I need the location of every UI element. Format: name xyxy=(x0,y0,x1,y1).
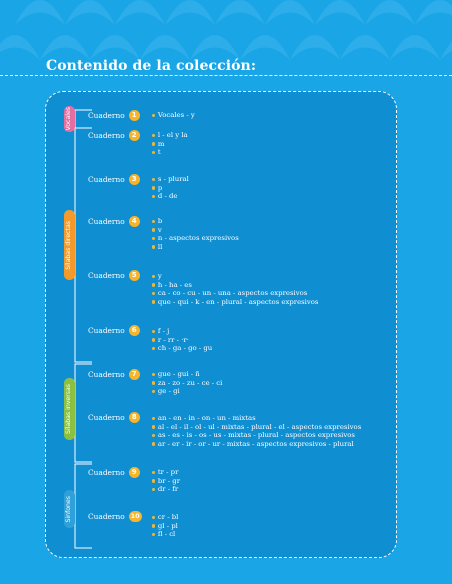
notebook-label: Cuaderno xyxy=(88,369,125,379)
bullet-dot xyxy=(152,330,155,333)
notebook-number-badge: 4 xyxy=(129,216,140,227)
notebook-label: Cuaderno xyxy=(88,412,125,422)
list-item: br - gr xyxy=(152,477,180,486)
bullet-dot xyxy=(152,245,155,248)
list-item: s - plural xyxy=(152,175,189,184)
notebook-8-items xyxy=(152,414,361,448)
list-item: za - zo - zu - ce - ci xyxy=(152,379,222,388)
list-item: ca - co - cu - un - una - aspectos expresivos xyxy=(152,289,318,298)
bullet-dot xyxy=(152,292,155,295)
section-tab-sinfones xyxy=(64,490,75,528)
notebook-number-badge: 10 xyxy=(130,512,140,520)
list-item: m xyxy=(152,140,188,149)
bullet-dot xyxy=(152,142,155,145)
notebook-number-badge: 3 xyxy=(129,174,140,185)
notebook-10-heading xyxy=(88,511,142,522)
list-item: y xyxy=(152,272,318,281)
section-label: Sinfones xyxy=(65,495,73,523)
list-item: ge - gi xyxy=(152,387,222,396)
notebook-label: Cuaderno xyxy=(88,511,125,521)
notebook-3-items xyxy=(152,175,189,201)
bullet-dot xyxy=(152,300,155,303)
bullet-dot xyxy=(152,283,155,286)
list-item: b xyxy=(152,217,239,226)
bullet-dot xyxy=(152,488,155,491)
notebook-label: Cuaderno xyxy=(88,467,125,477)
list-item: ll xyxy=(152,243,239,252)
section-tab-vocales xyxy=(64,106,75,132)
notebook-10-items xyxy=(152,513,178,539)
list-item: as - es - is - os - us - mixtas - plural - aspectos expresivos xyxy=(152,431,361,440)
notebook-5-items xyxy=(152,272,318,306)
bullet-dot xyxy=(152,479,155,482)
bullet-dot xyxy=(152,134,155,137)
list-item: t xyxy=(152,148,188,157)
notebook-label: Cuaderno xyxy=(88,216,125,226)
section-tab-silabas-inversas xyxy=(64,378,75,440)
bullet-dot xyxy=(152,390,155,393)
list-item: l - el y la xyxy=(152,131,188,140)
bullet-dot xyxy=(152,347,155,350)
notebook-4-heading xyxy=(88,216,140,227)
notebook-2-items xyxy=(152,131,188,157)
notebook-1-heading xyxy=(88,110,140,121)
list-item: gl - pl xyxy=(152,522,178,531)
bullet-dot xyxy=(152,434,155,437)
notebook-7-heading xyxy=(88,369,140,380)
list-item: dr - fr xyxy=(152,485,180,494)
notebook-5-heading xyxy=(88,270,140,281)
notebook-number-badge: 8 xyxy=(129,412,140,423)
notebook-label: Cuaderno xyxy=(88,130,125,140)
notebook-4-items xyxy=(152,217,239,251)
bullet-dot xyxy=(152,524,155,527)
list-item: ar - er - ir - or - ur - mixtas - aspectos expresivos - plural xyxy=(152,440,361,449)
section-label: Sílabas directas xyxy=(65,220,73,270)
list-item: cr - bl xyxy=(152,513,178,522)
list-item: fl - cl xyxy=(152,530,178,539)
notebook-9-heading xyxy=(88,467,140,478)
list-item: tr - pr xyxy=(152,468,180,477)
notebook-number-badge: 6 xyxy=(129,325,140,336)
list-item: v xyxy=(152,226,239,235)
list-item: gue - gui - ñ xyxy=(152,370,222,379)
list-item: Vocales - y xyxy=(152,111,195,120)
notebook-number-badge: 1 xyxy=(129,110,140,121)
list-item: al - el - il - ol - ul - mixtas - plural - el - aspectos expresivos xyxy=(152,423,361,432)
notebook-number-badge: 9 xyxy=(129,467,140,478)
notebook-8-heading xyxy=(88,412,140,423)
list-item: f - j xyxy=(152,327,212,336)
page-title: Contenido de la colección: xyxy=(46,58,257,74)
bullet-dot xyxy=(152,471,155,474)
list-item: d - de xyxy=(152,192,189,201)
notebook-label: Cuaderno xyxy=(88,270,125,280)
list-item: que - qui - k - en - plural - aspectos expresivos xyxy=(152,298,318,307)
bullet-dot xyxy=(152,533,155,536)
list-item: ch - ga - go - gu xyxy=(152,344,212,353)
notebook-3-heading xyxy=(88,174,140,185)
notebook-label: Cuaderno xyxy=(88,325,125,335)
bullet-dot xyxy=(152,237,155,240)
bullet-dot xyxy=(152,220,155,223)
bullet-dot xyxy=(152,417,155,420)
bullet-dot xyxy=(152,186,155,189)
notebook-6-heading xyxy=(88,325,140,336)
bullet-dot xyxy=(152,338,155,341)
bullet-dot xyxy=(152,195,155,198)
section-label: Vocales xyxy=(65,107,73,131)
bullet-dot xyxy=(152,275,155,278)
list-item: r - rr - ·r· xyxy=(152,336,212,345)
notebook-number-badge: 5 xyxy=(129,270,140,281)
bullet-dot xyxy=(152,151,155,154)
notebook-number-badge: 2 xyxy=(129,130,140,141)
notebook-7-items xyxy=(152,370,222,396)
bullet-dot xyxy=(152,442,155,445)
notebook-number-badge: 7 xyxy=(129,369,140,380)
notebook-label: Cuaderno xyxy=(88,110,125,120)
list-item: an - en - in - on - un - mixtas xyxy=(152,414,361,423)
notebook-6-items xyxy=(152,327,212,353)
notebook-1-items xyxy=(152,111,195,120)
list-item: h - ha - es xyxy=(152,281,318,290)
notebook-2-heading xyxy=(88,130,140,141)
bullet-dot xyxy=(152,516,155,519)
notebook-label: Cuaderno xyxy=(88,174,125,184)
bullet-dot xyxy=(152,178,155,181)
bullet-dot xyxy=(152,373,155,376)
list-item: n - aspectos expresivos xyxy=(152,234,239,243)
bullet-dot xyxy=(152,381,155,384)
section-tab-silabas-directas xyxy=(64,210,75,280)
notebook-9-items xyxy=(152,468,180,494)
section-label: Sílabas inversas xyxy=(65,384,73,434)
bullet-dot xyxy=(152,228,155,231)
list-item: p xyxy=(152,184,189,193)
bullet-dot xyxy=(152,425,155,428)
bullet-dot xyxy=(152,114,155,117)
